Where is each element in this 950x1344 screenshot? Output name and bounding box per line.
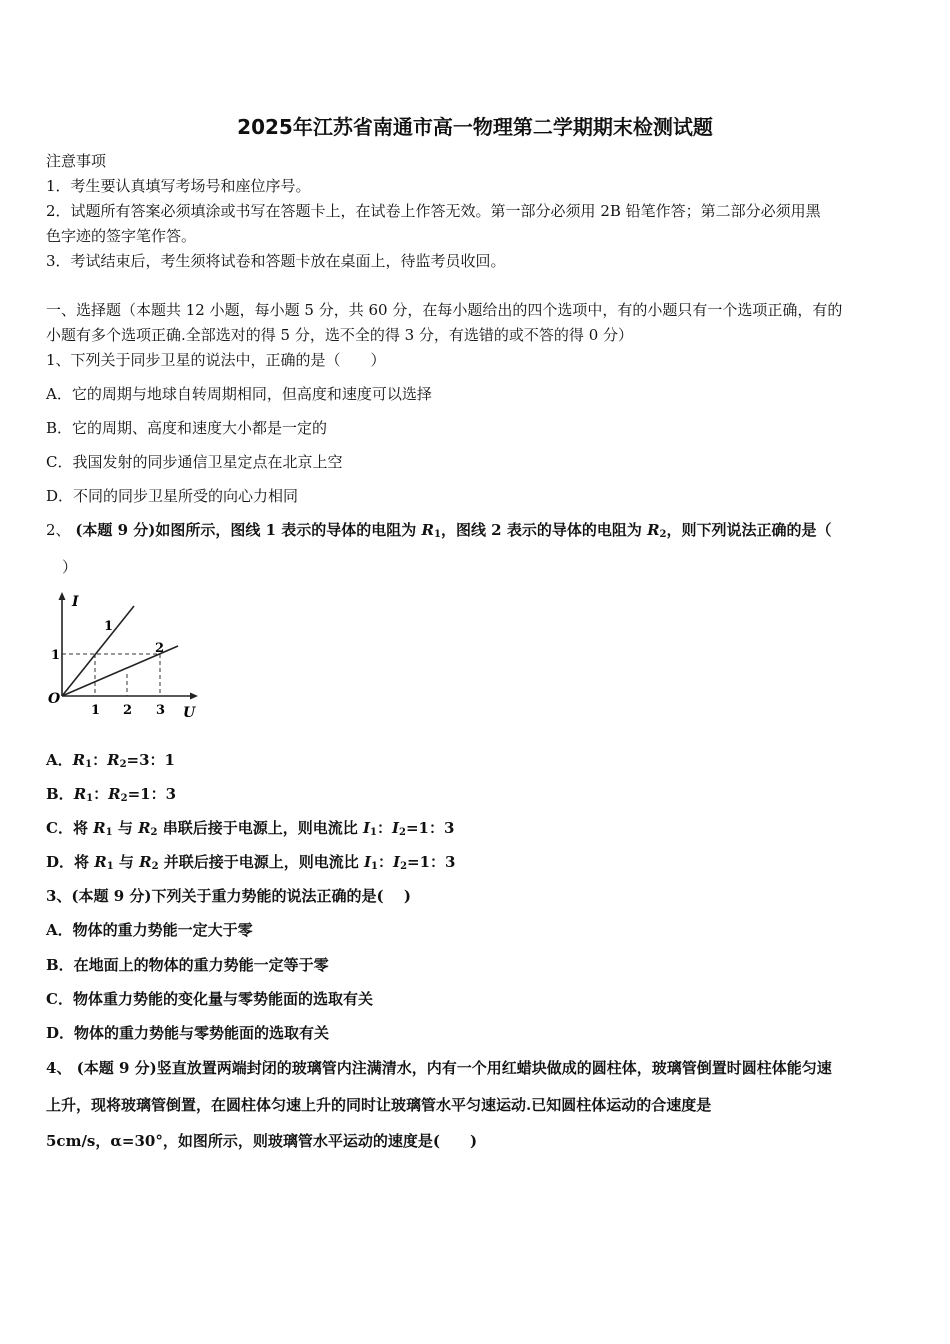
r-symbol: R xyxy=(107,751,120,769)
page-title: 2025年江苏省南通市高一物理第二学期期末检测试题 xyxy=(237,115,713,139)
r-symbol: R xyxy=(93,819,106,837)
q3-stem: 3、(本题 9 分)下列关于重力势能的说法正确的是( ) xyxy=(46,887,411,905)
option-label: D．将 xyxy=(46,853,95,871)
i-symbol: I xyxy=(391,819,399,837)
q3-option-b: B．在地面上的物体的重力势能一定等于零 xyxy=(46,956,329,974)
section-heading: 一、选择题（本题共 12 小题，每小题 5 分，共 60 分，在每小题给出的四个选项中，有的小题只有一个选项正确，有的 xyxy=(46,301,843,319)
ratio: =1：3 xyxy=(405,819,455,837)
colon: ： xyxy=(92,751,108,769)
q2-stem-c: ，则下列说法正确的是（ xyxy=(666,521,832,539)
sub: 1 xyxy=(106,861,114,872)
x-axis-arrow-icon xyxy=(190,693,198,700)
q2-sub: 1 xyxy=(433,529,441,540)
r-symbol: R xyxy=(94,853,107,871)
note-item-3: 3．考试结束后，考生须将试卷和答题卡放在桌面上，待监考员收回。 xyxy=(46,252,506,270)
line-2-label: 2 xyxy=(155,641,165,656)
sub: 2 xyxy=(400,861,408,872)
q2-option-c xyxy=(46,818,912,843)
q3-option-c: C．物体重力势能的变化量与零势能面的选取有关 xyxy=(46,990,373,1008)
sub: 1 xyxy=(371,861,379,872)
option-label: C．将 xyxy=(46,819,94,837)
q4-stem-line2: 上升，现将玻璃管倒置，在圆柱体匀速上升的同时让玻璃管水平匀速运动.已知圆柱体运动的合速度是 xyxy=(46,1096,712,1114)
x-axis-label: U xyxy=(183,705,196,720)
sub: 2 xyxy=(120,793,128,804)
ratio: =1：3 xyxy=(407,853,456,871)
sub: 2 xyxy=(119,759,127,770)
q2-stem-a: (本题 9 分)如图所示，图线 1 表示的导体的电阻为 xyxy=(75,521,422,539)
option-label: B． xyxy=(46,785,74,803)
i-symbol: I xyxy=(393,853,401,871)
sub: 2 xyxy=(151,861,159,872)
r-symbol: R xyxy=(72,751,86,769)
section-heading-cont: 小题有多个选项正确.全部选对的得 5 分，选不全的得 3 分，有选错的或不答的得 0 分） xyxy=(46,326,634,344)
option-text: 并联后接于电源上，则电流比 xyxy=(158,853,365,871)
option-text: 串联后接于电源上，则电流比 xyxy=(157,819,363,837)
q1-option-c: C．我国发射的同步通信卫星定点在北京上空 xyxy=(46,453,343,471)
q2-r-symbol: R xyxy=(647,521,660,539)
graph-line-1 xyxy=(62,606,134,696)
x-tick-3: 3 xyxy=(156,703,166,718)
sub: 1 xyxy=(369,827,377,838)
q2-option-d xyxy=(46,852,912,877)
colon: ： xyxy=(93,785,109,803)
q3-option-d: D．物体的重力势能与零势能面的选取有关 xyxy=(46,1024,330,1042)
q4-stem-line3: 5cm/s，α=30°，如图所示，则玻璃管水平运动的速度是( ) xyxy=(46,1132,478,1150)
colon: ： xyxy=(378,853,394,871)
iu-graph-figure xyxy=(46,590,206,720)
colon: ： xyxy=(376,819,392,837)
q1-option-a: A．它的周期与地球自转周期相同，但高度和速度可以选择 xyxy=(46,385,432,403)
q2-sub: 2 xyxy=(659,529,667,540)
q2-r-symbol: R xyxy=(421,521,434,539)
connector: 与 xyxy=(113,853,140,871)
r-symbol: R xyxy=(73,785,87,803)
sub: 2 xyxy=(150,827,158,838)
r-symbol: R xyxy=(108,785,121,803)
ratio: =3：1 xyxy=(126,751,175,769)
q2-stem-b: ，图线 2 表示的导体的电阻为 xyxy=(440,521,648,539)
note-item-2-cont: 色字迹的签字笔作答。 xyxy=(46,227,197,245)
q2-option-b xyxy=(46,784,912,809)
sub: 1 xyxy=(105,827,113,838)
r-symbol: R xyxy=(138,819,151,837)
q2-prefix: 2、 xyxy=(46,521,71,539)
line-1-label: 1 xyxy=(104,619,114,634)
x-tick-1: 1 xyxy=(91,703,101,718)
q2-option-a xyxy=(46,750,912,775)
ratio: =1：3 xyxy=(127,785,177,803)
r-symbol: R xyxy=(139,853,152,871)
connector: 与 xyxy=(112,819,139,837)
i-symbol: I xyxy=(362,819,370,837)
y-axis-arrow-icon xyxy=(59,592,66,600)
sub: 1 xyxy=(85,759,93,770)
q2-stem-close: ） xyxy=(62,558,78,576)
option-label: A． xyxy=(46,751,73,769)
note-item-2: 2．试题所有答案必须填涂或书写在答题卡上，在试卷上作答无效。第一部分必须用 2B 铅笔作答；第二部分必须用黑 xyxy=(46,202,821,220)
q3-option-a: A．物体的重力势能一定大于零 xyxy=(46,921,253,939)
q1-option-b: B．它的周期、高度和速度大小都是一定的 xyxy=(46,419,328,437)
x-tick-2: 2 xyxy=(123,703,133,718)
q1-stem: 1、下列关于同步卫星的说法中，正确的是（ ） xyxy=(46,351,386,369)
sub: 2 xyxy=(399,827,406,838)
y-tick-1: 1 xyxy=(51,648,61,663)
sub: 1 xyxy=(86,793,94,804)
q4-stem-line1: 4、 (本题 9 分)竖直放置两端封闭的玻璃管内注满清水，内有一个用红蜡块做成的圆柱体，玻璃管倒置时圆柱体能匀速 xyxy=(46,1059,832,1077)
i-symbol: I xyxy=(364,853,372,871)
origin-label: O xyxy=(48,691,61,707)
note-item-1: 1．考生要认真填写考场号和座位序号。 xyxy=(46,177,311,195)
q1-option-d: D．不同的同步卫星所受的向心力相同 xyxy=(46,487,299,505)
y-axis-label: I xyxy=(72,594,79,610)
notes-heading: 注意事项 xyxy=(46,152,107,170)
q2-stem xyxy=(46,520,912,545)
